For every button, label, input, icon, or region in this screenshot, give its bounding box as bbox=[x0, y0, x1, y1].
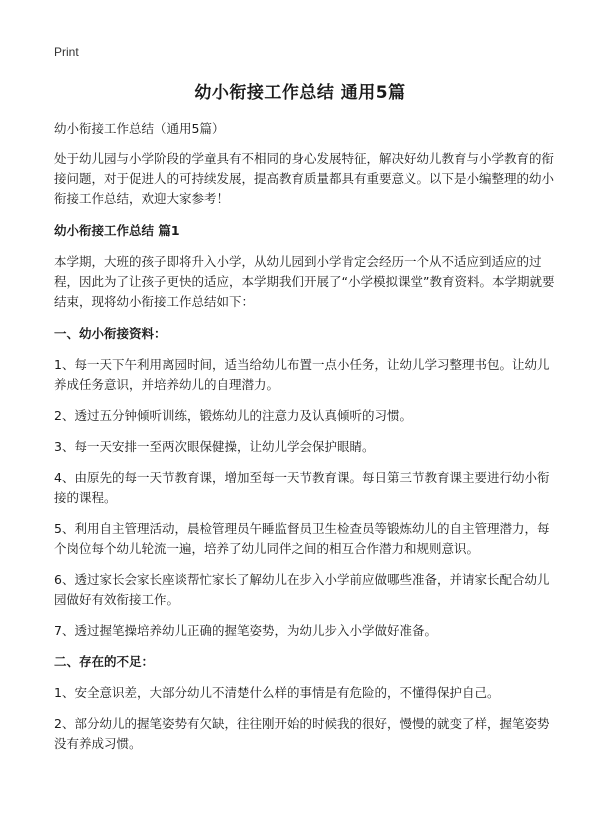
document-subtitle: 幼小衔接工作总结（通用5篇） bbox=[54, 121, 225, 136]
section1-item: 7、透过握笔操培养幼儿正确的握笔姿势，为幼儿步入小学做好准备。 bbox=[54, 623, 437, 638]
section1-item: 1、每一天下午利用离园时间，适当给幼儿布置一点小任务，让幼儿学习整理书包。让幼儿养成任务意识，并培养幼儿的自理潜力。 bbox=[54, 357, 550, 392]
section1-item: 4、由原先的每一天节教育课，增加至每一天节教育课。每日第三节教育课主要进行幼小衔接的课程。 bbox=[54, 470, 550, 505]
document-body bbox=[54, 119, 560, 765]
section1-item: 5、利用自主管理活动，晨检管理员午睡监督员卫生检查员等锻炼幼儿的自主管理潜力，每个岗位每个幼儿轮流一遍，培养了幼儿同伴之间的相互合作潜力和规则意识。 bbox=[54, 521, 550, 556]
article-intro-paragraph: 本学期，大班的孩子即将升入小学，从幼儿园到小学肯定会经历一个从不适应到适应的过程，因此为了让孩子更快的适应，本学期我们开展了“小学模拟课堂”教育资料。本学期就要结束，现将幼小衔接工作总结如下： bbox=[54, 254, 555, 309]
section2-item: 2、部分幼儿的握笔姿势有欠缺，往往刚开始的时候我的很好，慢慢的就变了样，握笔姿势没有养成习惯。 bbox=[54, 716, 550, 751]
section1-item: 3、每一天安排一至两次眼保健操，让幼儿学会保护眼睛。 bbox=[54, 439, 375, 454]
section2-heading: 二、存在的不足： bbox=[54, 654, 155, 669]
print-label: Print bbox=[54, 45, 79, 59]
document-title: 幼小衔接工作总结 通用5篇 bbox=[194, 83, 406, 103]
section1-heading: 一、幼小衔接资料： bbox=[54, 326, 167, 341]
section2-item: 1、安全意识差，大部分幼儿不清楚什么样的事情是有危险的，不懂得保护自己。 bbox=[54, 685, 500, 700]
section1-item: 6、透过家长会家长座谈帮忙家长了解幼儿在步入小学前应做哪些准备，并请家长配合幼儿园做好有效衔接工作。 bbox=[54, 572, 550, 607]
article-heading: 幼小衔接工作总结 篇1 bbox=[54, 223, 180, 238]
intro-paragraph: 处于幼儿园与小学阶段的学童具有不相同的身心发展特征，解决好幼儿教育与小学教育的衔接问题，对于促进人的可持续发展，提高教育质量都具有重要意义。以下是小编整理的幼小衔接工作总结，欢迎大家参考！ bbox=[54, 151, 555, 206]
section1-item: 2、透过五分钟倾听训练，锻炼幼儿的注意力及认真倾听的习惯。 bbox=[54, 408, 412, 423]
